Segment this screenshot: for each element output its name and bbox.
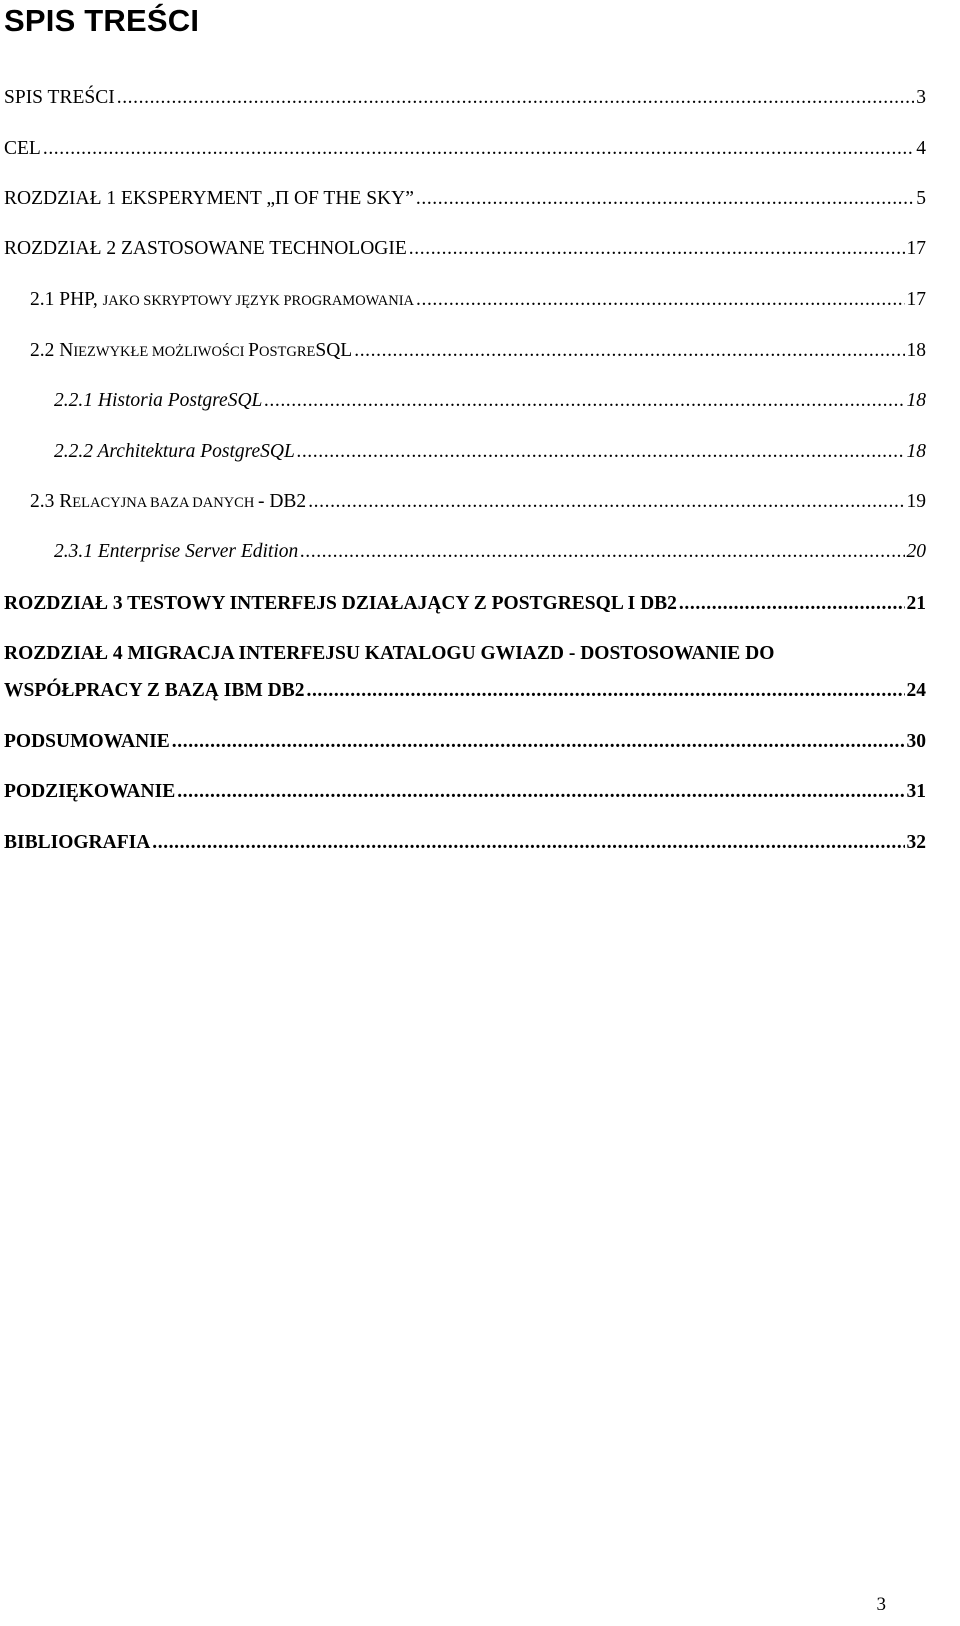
toc-entry-title: ROZDZIAŁ 1 EKSPERYMENT „Π OF THE SKY” xyxy=(4,188,414,209)
toc-entry-title-part: 2.2 N xyxy=(30,340,74,361)
toc-entry-title xyxy=(30,288,414,313)
toc-entry-title-part: OSTGRE xyxy=(258,344,316,360)
page-number: 3 xyxy=(876,1594,886,1615)
toc-entry-title-part: 2.3 R xyxy=(30,491,73,512)
toc-leader xyxy=(679,592,905,616)
toc-entry-title: ROZDZIAŁ 3 TESTOWY INTERFEJS DZIAŁAJĄCY Z POSTGRESQL I DB2 xyxy=(4,593,677,614)
toc-entry-rozdzial-2[interactable] xyxy=(4,237,926,261)
toc-entry-page: 24 xyxy=(906,680,926,701)
toc-leader xyxy=(264,389,904,413)
toc-leader xyxy=(297,440,905,464)
toc-entry-title xyxy=(30,490,306,515)
toc-entry-title: BIBLIOGRAFIA xyxy=(4,832,151,853)
toc-entry-rozdzial-1[interactable] xyxy=(4,187,926,211)
toc-leader xyxy=(300,540,904,564)
toc-leader xyxy=(416,187,914,211)
toc-entry-page: 17 xyxy=(906,289,926,310)
toc-entry-title: 2.2.1 Historia PostgreSQL xyxy=(54,390,263,411)
toc-entry-page: 31 xyxy=(906,781,926,802)
toc-leader xyxy=(43,137,914,161)
toc-entry-title-part: - DB2 xyxy=(257,491,307,512)
toc-entry-2-3-1[interactable] xyxy=(54,540,926,564)
toc-entry-rozdzial-4-line1[interactable]: ROZDZIAŁ 4 MIGRACJA INTERFEJSU KATALOGU GWIAZD - DOSTOSOWANIE DO xyxy=(4,643,775,664)
toc-entry-bibliografia[interactable] xyxy=(4,831,926,855)
toc-entry-title-prefix: 2.1 PHP, xyxy=(30,289,103,310)
toc-entry-page: 18 xyxy=(906,441,926,462)
page-heading: SPIS TREŚCI xyxy=(4,3,200,38)
toc-leader xyxy=(306,679,904,703)
toc-entry-page: 32 xyxy=(906,832,926,853)
toc-entry-2-2[interactable] xyxy=(30,339,926,364)
toc-entry-page: 4 xyxy=(916,138,926,159)
toc-entry-title: CEL xyxy=(4,138,41,159)
toc-leader xyxy=(416,288,905,312)
toc-leader xyxy=(354,339,904,363)
toc-entry-title: WSPÓŁPRACY Z BAZĄ IBM DB2 xyxy=(4,680,305,701)
toc-entry-title: 2.2.2 Architektura PostgreSQL xyxy=(54,441,295,462)
toc-entry-page: 20 xyxy=(906,541,926,562)
toc-entry-podsumowanie[interactable] xyxy=(4,730,926,754)
toc-entry-cel[interactable] xyxy=(4,137,926,161)
toc-entry-title-part: ELACYJNA BAZA DANYCH xyxy=(72,495,258,511)
toc-entry-page: 18 xyxy=(906,390,926,411)
toc-leader xyxy=(177,780,904,804)
toc-entry-title-part: IEZWYKŁE MOŻLIWOŚCI xyxy=(73,344,249,360)
toc-entry-2-3[interactable] xyxy=(30,490,926,515)
toc-entry-title-part: SQL xyxy=(315,340,353,361)
toc-entry-title xyxy=(30,339,352,364)
toc-entry-title: ROZDZIAŁ 2 ZASTOSOWANE TECHNOLOGIE xyxy=(4,238,407,259)
toc-leader xyxy=(308,490,904,514)
toc-entry-rozdzial-3[interactable] xyxy=(4,592,926,616)
toc-entry-page: 18 xyxy=(906,340,926,361)
toc-entry-page: 21 xyxy=(906,593,926,614)
toc-entry-title: SPIS TREŚCI xyxy=(4,87,115,108)
toc-entry-title: PODZIĘKOWANIE xyxy=(4,781,176,802)
toc-entry-2-2-2[interactable] xyxy=(54,440,926,464)
toc-entry-page: 3 xyxy=(916,87,926,108)
toc-entry-spis-tresci[interactable] xyxy=(4,86,926,110)
toc-entry-page: 19 xyxy=(906,491,926,512)
toc-entry-podziekowanie[interactable] xyxy=(4,780,926,804)
toc-leader xyxy=(409,237,905,261)
toc-entry-title: PODSUMOWANIE xyxy=(4,731,170,752)
toc-entry-page: 30 xyxy=(906,731,926,752)
toc-entry-title: 2.3.1 Enterprise Server Edition xyxy=(54,541,299,562)
toc-entry-title-rest: JAKO SKRYPTOWY JĘZYK PROGRAMOWANIA xyxy=(102,293,414,309)
toc-leader xyxy=(172,730,905,754)
toc-entry-2-1[interactable] xyxy=(30,288,926,313)
toc-entry-page: 5 xyxy=(916,188,926,209)
toc-entry-title-part: P xyxy=(248,340,259,361)
toc-leader xyxy=(152,831,904,855)
toc-entry-page: 17 xyxy=(906,238,926,259)
toc-entry-rozdzial-4[interactable] xyxy=(4,679,926,703)
toc-entry-2-2-1[interactable] xyxy=(54,389,926,413)
toc-leader xyxy=(117,86,915,110)
